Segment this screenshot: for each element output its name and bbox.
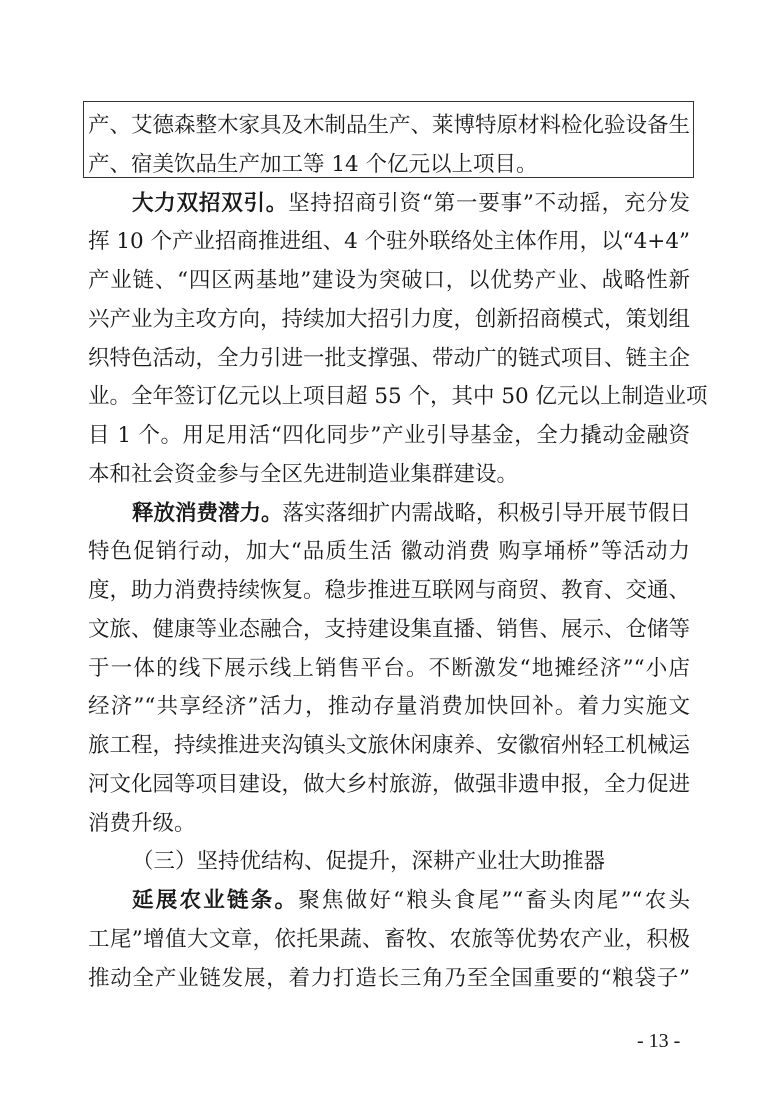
paragraph-line: 消费升级。 (88, 810, 196, 836)
paragraph-line: 本和社会资金参与全区先进制造业集群建设。 (88, 461, 519, 487)
paragraph-line: 目 1 个。用足用活“四化同步”产业引导基金，全力撬动金融资 (88, 423, 690, 448)
paragraph-line: 特色促销行动，加大“品质生活 徽动消费 购享埇桥”等活动力 (88, 539, 690, 565)
box-line: 产、艾德森整木家具及木制品生产、莱博特原材料检化验设备生 (88, 113, 691, 138)
paragraph-line: 产业链、“四区两基地”建设为突破口，以优势产业、战略性新 (88, 268, 690, 293)
paragraph-line: 织特色活动，全力引进一批支撑强、带动广的链式项目、链主企 (88, 345, 691, 371)
paragraph-first-line: 释放消费潜力。落实落细扩内需战略，积极引导开展节假日 (132, 500, 692, 526)
paragraph-line: 旅工程，持续推进夹沟镇头文旅休闲康养、安徽宿州轻工机械运 (88, 733, 691, 758)
paragraph-line: 于一体的线下展示线上销售平台。不断激发“地摊经济”“小店 (88, 655, 690, 681)
section-heading: （三）坚持优结构、促提升，深耕产业壮大助推器 (132, 849, 606, 875)
paragraph-line: 经济”“共享经济”活力，推动存量消费加快回补。着力实施文 (88, 694, 690, 720)
paragraph-line: 文旅、健康等业态融合，支持建设集直播、销售、展示、仓储等 (88, 616, 691, 642)
paragraph-first-line: 大力双招双引。坚持招商引资“第一要事”不动摇，充分发 (132, 190, 690, 216)
page-number: - 13 - (637, 1030, 681, 1052)
paragraph-line: 兴产业为主攻方向，持续加大招引力度，创新招商模式，策划组 (88, 306, 691, 332)
paragraph-line: 业。全年签订亿元以上项目超 55 个，其中 50 亿元以上制造业项 (88, 384, 708, 410)
paragraph-lead: 延展农业链条。 (132, 888, 299, 913)
paragraph-lead: 大力双招双引。 (132, 190, 289, 216)
document-body (88, 107, 708, 998)
paragraph-line: 河文化园等项目建设，做大乡村旅游，做强非遗申报，全力促进 (88, 771, 691, 797)
paragraph-lead: 释放消费潜力。 (132, 500, 283, 526)
paragraph-line: 工尾”增值大文章，依托果蔬、畜牧、农旅等优势农产业，积极 (88, 926, 690, 952)
paragraph-line: 度，助力消费持续恢复。稳步推进互联网与商贸、教育、交通、 (88, 578, 691, 603)
paragraph-first-line: 延展农业链条。聚焦做好“粮头食尾”“畜头肉尾”“农头 (132, 888, 690, 913)
box-line: 产、宿美饮品生产加工等 14 个亿元以上项目。 (88, 151, 538, 177)
paragraph-line: 挥 10 个产业招商推进组、4 个驻外联络处主体作用，以“4+4” (88, 229, 690, 255)
paragraph-line: 推动全产业链发展，着力打造长三角乃至全国重要的“粮袋子” (88, 965, 690, 991)
